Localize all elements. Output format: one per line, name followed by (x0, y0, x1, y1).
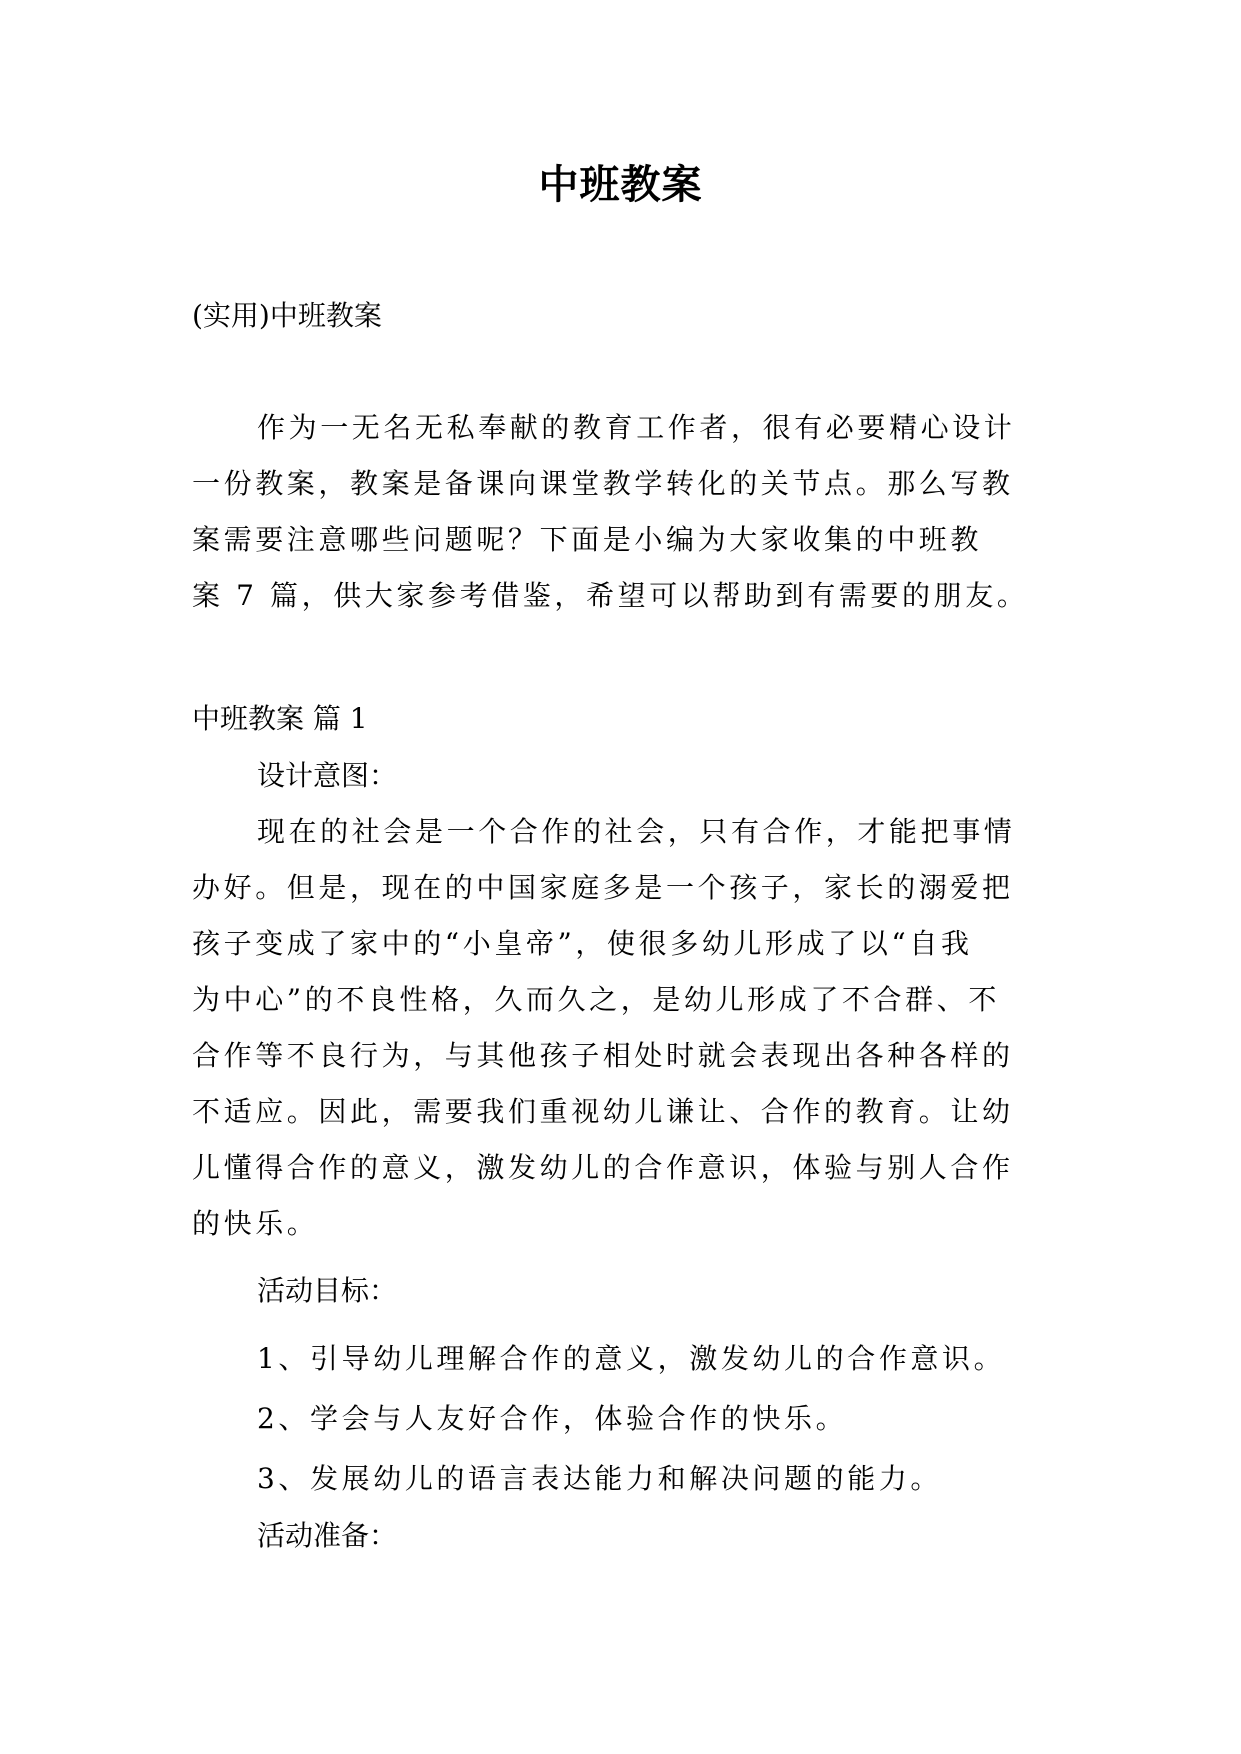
design-intent-line: 现在的社会是一个合作的社会，只有合作，才能把事情 (257, 815, 1016, 848)
design-intent-line: 为中心”的不良性格，久而久之，是幼儿形成了不合群、不 (192, 983, 1000, 1016)
goal-item: 2、学会与人友好合作，体验合作的快乐。 (257, 1402, 848, 1435)
goal-item: 3、发展幼儿的语言表达能力和解决问题的能力。 (257, 1462, 943, 1495)
section-heading: 中班教案 篇 1 (192, 702, 368, 735)
goal-item: 1、引导幼儿理解合作的意义，激发幼儿的合作意识。 (257, 1342, 1006, 1375)
design-intent-line: 的快乐。 (192, 1207, 319, 1240)
prep-heading: 活动准备： (257, 1519, 398, 1552)
design-intent-line: 不适应。因此，需要我们重视幼儿谦让、合作的教育。让幼 (192, 1095, 1014, 1128)
design-intent-line: 孩子变成了家中的“小皇帝”，使很多幼儿形成了以“自我 (192, 927, 973, 960)
document-subtitle: (实用)中班教案 (192, 299, 382, 332)
intro-line: 案 7 篇，供大家参考借鉴，希望可以帮助到有需要的朋友。 (192, 579, 1029, 612)
design-intent-line: 办好。但是，现在的中国家庭多是一个孩子，家长的溺爱把 (192, 871, 1014, 904)
design-intent-heading: 设计意图： (257, 759, 398, 792)
goals-heading: 活动目标： (257, 1274, 398, 1307)
intro-line: 案需要注意哪些问题呢？下面是小编为大家收集的中班教 (192, 523, 983, 556)
intro-line: 作为一无名无私奉献的教育工作者，很有必要精心设计 (257, 411, 1016, 444)
design-intent-line: 儿懂得合作的意义，激发幼儿的合作意识，体验与别人合作 (192, 1151, 1014, 1184)
document-title: 中班教案 (538, 161, 703, 208)
design-intent-line: 合作等不良行为，与其他孩子相处时就会表现出各种各样的 (192, 1039, 1014, 1072)
intro-line: 一份教案，教案是备课向课堂教学转化的关节点。那么写教 (192, 467, 1014, 500)
